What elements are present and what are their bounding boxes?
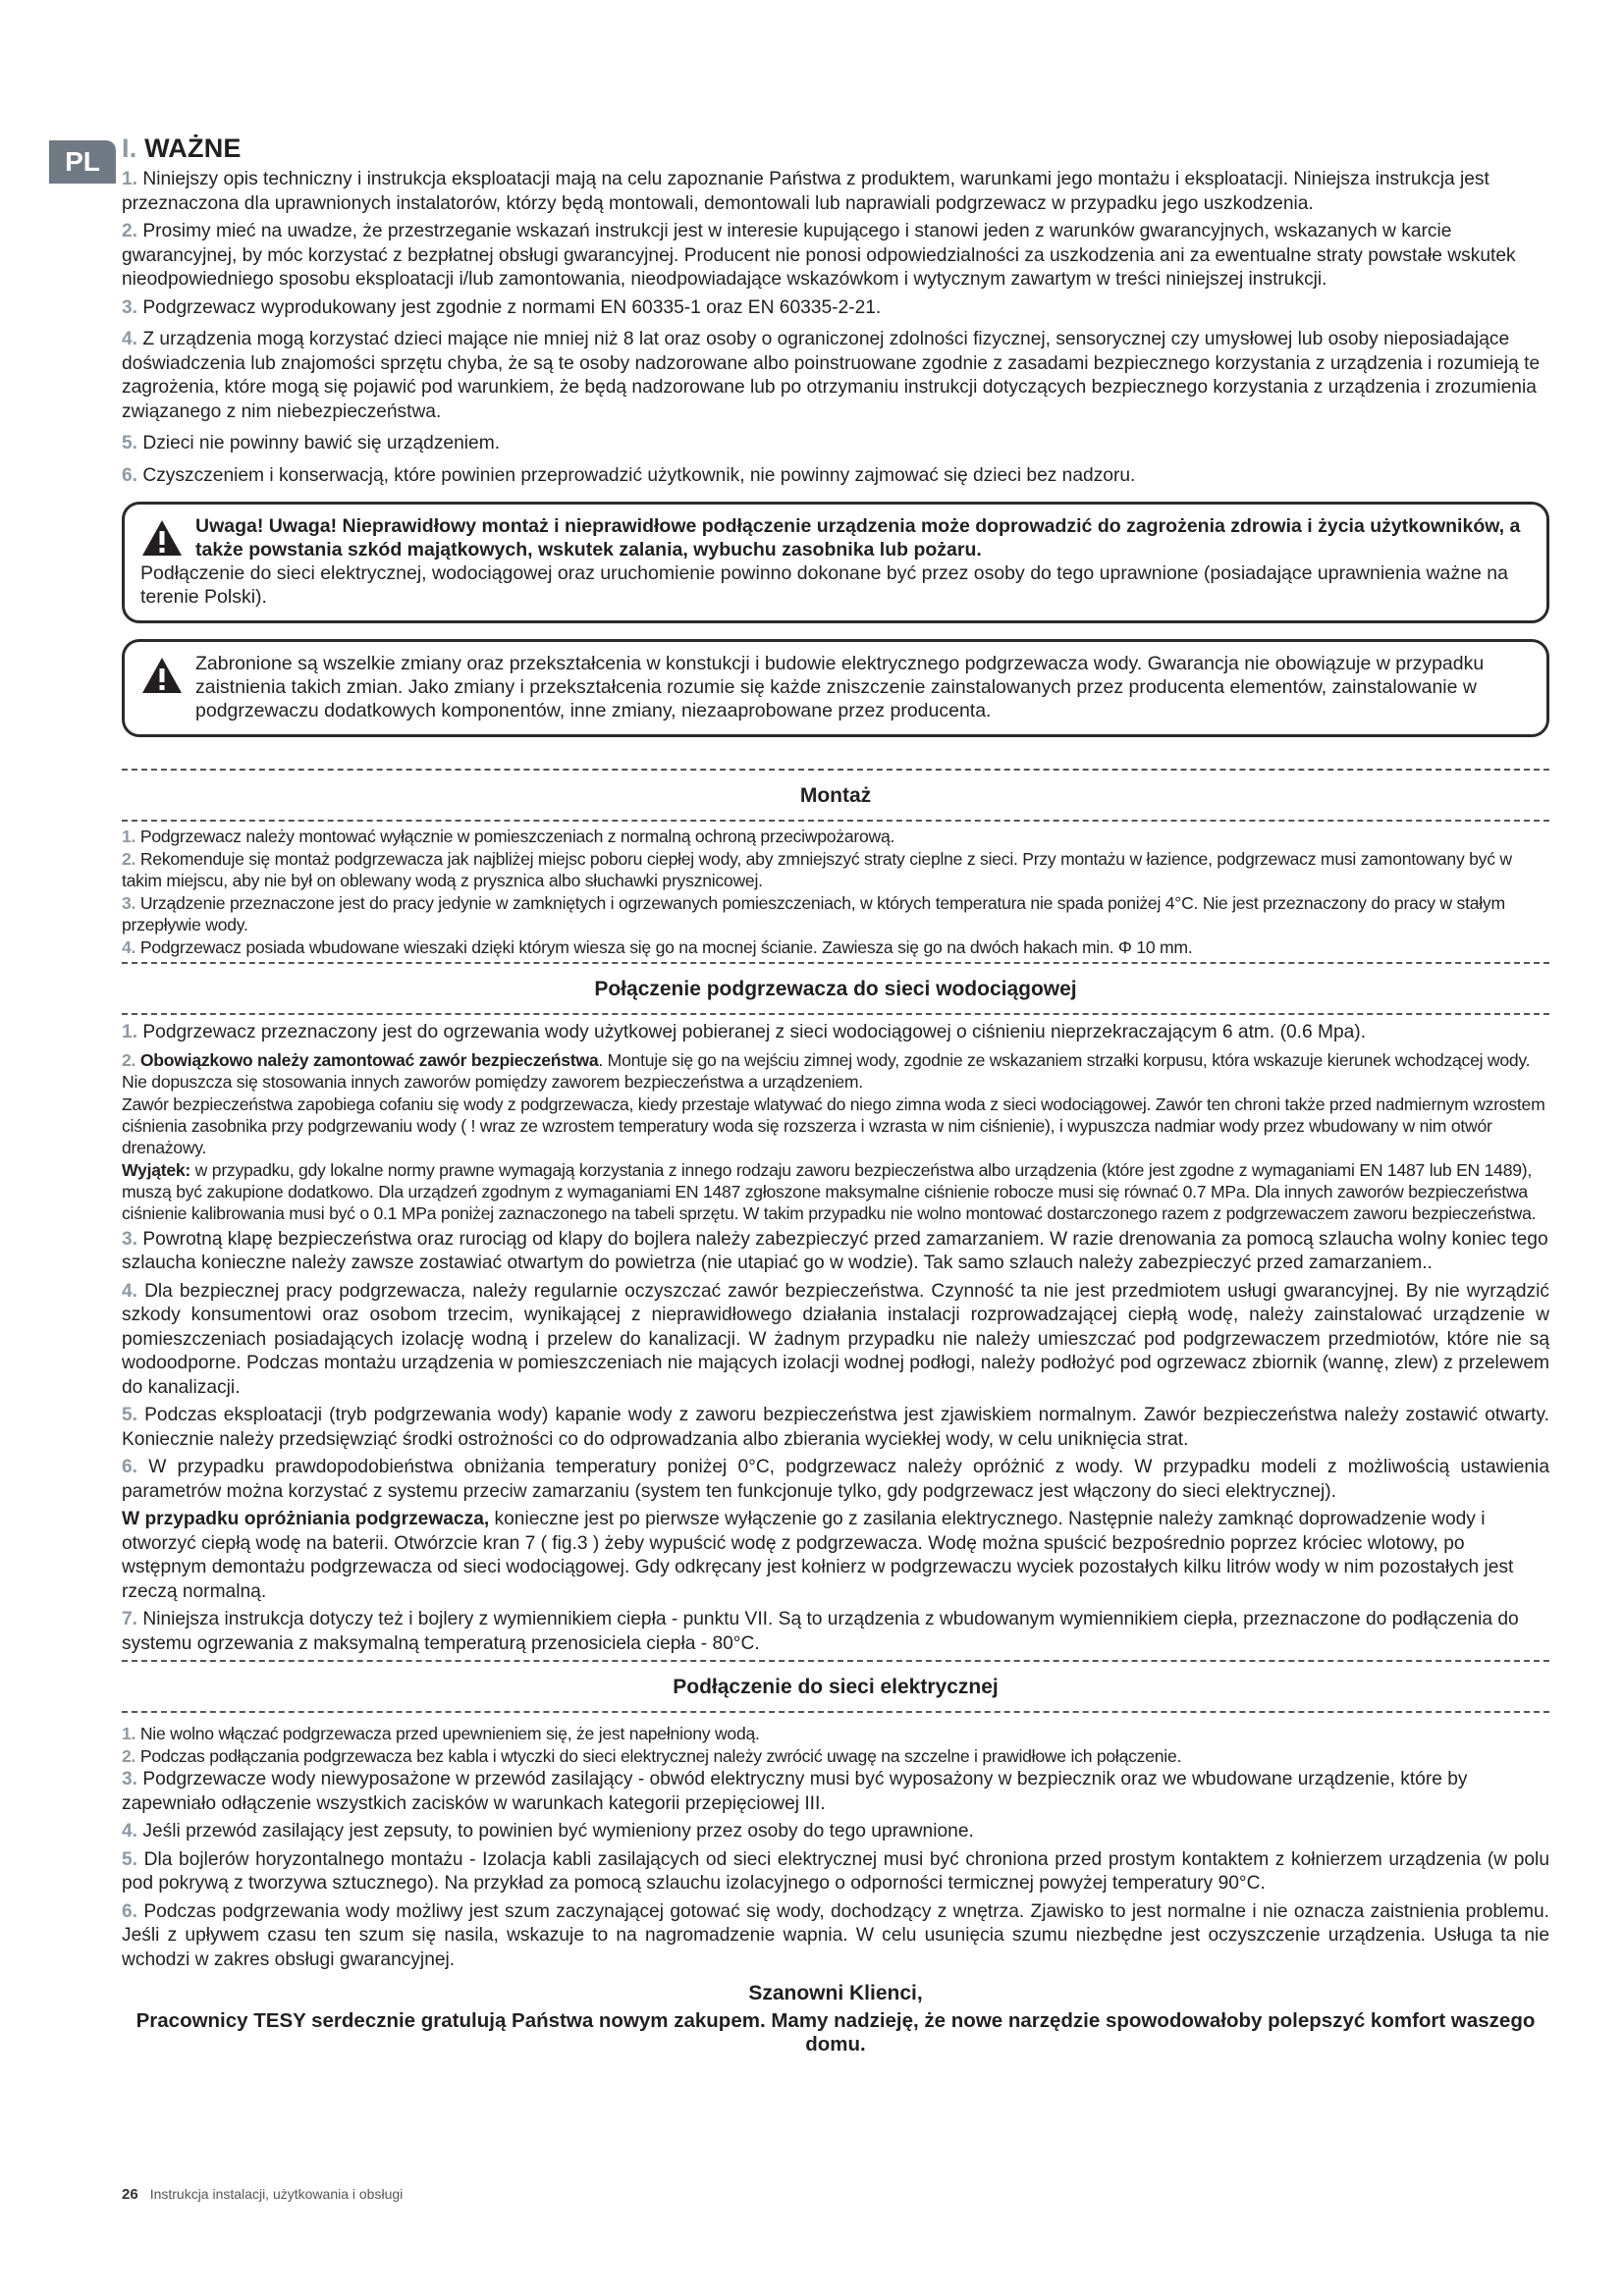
item-number: 3. (122, 893, 136, 913)
divider (122, 962, 1549, 964)
item-text: konieczne jest po pierwsze wyłączenie go z zasilania elektrycznego. Następnie należy zamknąć doprowadzenie wody i otworzyć ciepłą wodę na baterii. Otwórzcie kran 7 ( fig.3 ) żeby wypuścić wodę z podgrzewacza. Wodę można spuścić bezpośrednio poprzez króciec wlotowy, po wstępnym demontażu podgrzewacza od sieci wodociągowej. Gdy odkręcany jest kołnierz w podgrzewaczu wyciek pozostałych kilku litrów wody w nim pozostałych jest rzeczą normalną. (122, 1509, 1514, 1602)
water-item-5 (122, 1404, 1549, 1452)
item-number: 4. (122, 937, 136, 957)
item-text: Podczas eksploatacji (tryb podgrzewania wody) kapanie wody z zaworu bezpieczeństwa jest zjawiskiem normalnym. Zawór bezpieczeństwa należy zostawić otwarty. Koniecznie należy przedsięwziąć środki ostrożności co do odprowadzania albo zbierania wyciekłej wody, w celu uniknięcia strat. (122, 1405, 1549, 1450)
electric-item-5 (122, 1848, 1549, 1896)
item-text: w przypadku, gdy lokalne normy prawne wymagają korzystania z innego rodzaju zaworu bezpieczeństwa albo urządzenia (które jest zgodne z wymaganiami EN 1487 lub EN 1489), muszą być zakupione dodatkowo. Dla urządzeń zgodnym z wymaganiami EN 1487 zgłoszone maksymalne ciśnienie robocze musi się równać 0.7 MPa. Dla innych zaworów bezpieczeństwa ciśnienie kalibrowania musi być o 0.1 MPa poniżej zaznaczonego na tabeli sprzętu. W takim przypadku nie wolno montować dostarczonego razem z podgrzewaczem zaworu bezpieczeństwa. (122, 1159, 1537, 1223)
greeting-line-1: Szanowni Klienci, (748, 1982, 923, 2004)
montaz-item-1 (122, 826, 1549, 847)
item-number: 1. (122, 169, 138, 189)
water-item-2b: Zawór bezpieczeństwa zapobiega cofaniu się wody z podgrzewacza, kiedy przestaje wlatywać do niego zimna woda z sieci wodociągowej. Zawór ten chroni także przed nadmiernym wzrostem ciśnienia zasobnika przy podgrzewaniu wody ( ! wraz ze wzrostem temperatury woda się rozszerza i wzrasta w nim ciśnienie), i wypuszcza nadmiar wody przez wbudowany w nim otwór drenażowy. (122, 1094, 1545, 1157)
item-number: 2. (122, 1746, 136, 1766)
footer-text: Instrukcja instalacji, użytkowania i obsługi (149, 2186, 404, 2202)
water-item-2 (122, 1049, 1549, 1093)
electric-item-4 (122, 1820, 1549, 1844)
warning-box-1 (122, 502, 1549, 623)
water-item-1 (122, 1021, 1549, 1045)
montaz-item-2 (122, 848, 1549, 891)
divider (122, 1711, 1549, 1713)
item-text: Podczas podłączania podgrzewacza bez kabla i wtyczki do sieci elektrycznej należy zwrócić uwagę na szczelne i prawidłowe ich połączenie. (139, 1746, 1182, 1766)
item-bold-text: W przypadku opróżniania podgrzewacza, (122, 1509, 490, 1529)
section-title (122, 133, 1549, 164)
intro-item-1 (122, 168, 1549, 216)
divider (122, 820, 1549, 822)
item-text: Urządzenie przeznaczone jest do pracy jedynie w zamkniętych i ogrzewanych pomieszczeniach, w których temperatura nie spada poniżej 4°C. Nie jest przeznaczony do pracy w stałym przepływie wody. (122, 893, 1505, 934)
water-item-3 (122, 1228, 1549, 1276)
item-number: 1. (122, 1022, 138, 1042)
electric-title: Podłączenie do sieci elektrycznej (673, 1676, 999, 1698)
item-bold-text: Obowiązkowo należy zamontować zawór bezpieczeństwa (139, 1049, 599, 1070)
water-title: Połączenie podgrzewacza do sieci wodociągowej (594, 978, 1077, 1000)
item-text: . Montuje się go na wejściu zimnej wody, zgodnie ze wskazaniem strzałki korpusu, która wskazuje kierunek wchodzącej wody. Nie dopuszcza się stosowania innych zaworów pomiędzy zaworem bezpieczeństwa a urządzeniem. (122, 1049, 1531, 1092)
item-text: Niniejszy opis techniczny i instrukcja eksploatacji mają na celu zapoznanie Państwa z produktem, warunkami jego montażu i eksploatacji. Niniejsza instrukcja jest przeznaczona dla uprawnionych instalatorów, którzy będą montowali, demontowali lub naprawiali podgrzewacz w przypadku jego uszkodzenia. (122, 169, 1489, 214)
intro-item-6 (122, 464, 1549, 489)
item-number: 2. (122, 1049, 136, 1070)
item-text: Podgrzewacze wody niewyposażone w przewód zasilający - obwód elektryczny musi być wyposażony w bezpiecznik oraz we wbudowane urządzenie, które by zapewniało odłączenie wszystkich zacisków w warunkach kategorii przepięciowej III. (122, 1769, 1468, 1814)
item-text: Jeśli przewód zasilający jest zepsuty, to powinien być wymieniony przez osoby do tego uprawnione. (142, 1821, 974, 1842)
item-text: Podgrzewacz przeznaczony jest do ogrzewania wody użytkowej pobieranej z sieci wodociągowej o ciśnieniu nieprzekraczającym 6 atm. (0.6 Mpa). (142, 1022, 1367, 1042)
warning-2-text: Zabronione są wszelkie zmiany oraz przekształcenia w konstukcji i budowie elektrycznego podgrzewacza wody. Gwarancja nie obowiązuje w przypadku zaistnienia takich zmian. Jako zmiany i przekształcenia rozumie się każde zniszczenie zainstalowanych przez producenta elementów, zainstalowanie w podgrzewaczu dodatkowych komponentów, inne zmiany, niezaaprobowane przez producenta. (195, 653, 1485, 721)
item-number: 4. (122, 1280, 138, 1302)
item-text: Dzieci nie powinny bawić się urządzeniem. (142, 433, 501, 454)
intro-item-5 (122, 432, 1549, 456)
page-number: 26 (122, 2186, 138, 2203)
warning-triangle-icon (140, 656, 184, 695)
page-footer (122, 2186, 403, 2203)
item-number: 3. (122, 296, 138, 318)
water-item-6 (122, 1456, 1549, 1504)
section-number: I. (122, 133, 137, 163)
item-text: Z urządzenia mogą korzystać dzieci mające nie mniej niż 8 lat oraz osoby o ograniczonej zdolności fizycznej, sensorycznej czy umysłowej lub osoby nieposiadające doświadczenia lub znajomości sprzętu chyba, że są te osoby nadzorowane albo poinstruowane zgodnie z zasadami bezpiecznego korzystania z urządzenia i rozumieją te zagrożenia, które mogą się pojawić pod warunkiem, że będą nadzorowane lub po otrzymaniu instrukcji dotyczących bezpiecznego korzystania z urządzenia i zrozumienia związanego z nim niebezpieczeństwa. (122, 329, 1541, 422)
divider (122, 769, 1549, 771)
section-title-text: WAŻNE (144, 133, 242, 163)
item-text: Prosimy mieć na uwadze, że przestrzeganie wskazań instrukcji jest w interesie kupującego i stanowi jeden z warunków gwarancyjnych, wskazanych w karcie gwarancyjnej, by móc korzystać z bezpłatnej obsługi gwarancyjnej. Producent nie ponosi odpowiedzialności za uszkodzenia ani za ewentualne straty powstałe wskutek nieodpowiedniego sposobu eksploatacji i/lub zamontowania, nieodpowiadające wskazówkom i wytycznym zawartym w treści niniejszej instrukcji. (122, 221, 1516, 290)
intro-item-3 (122, 296, 1549, 321)
item-bold-text: Wyjątek: (122, 1159, 191, 1180)
item-number: 5. (122, 433, 138, 454)
item-number: 3. (122, 1228, 138, 1250)
item-text: Czyszczeniem i konserwacją, które powinien przeprowadzić użytkownik, nie powinny zajmować się dzieci bez nadzoru. (142, 464, 1136, 486)
intro-item-4 (122, 328, 1549, 424)
item-text: Dla bezpiecznej pracy podgrzewacza, należy regularnie oczyszczać zawór bezpieczeństwa. Czynność ta nie jest przedmiotem usługi gwarancyjnej. By nie wyrządzić szkody konsumentowi oraz osobom trzecim, wynikającej z nieprawidłowego działania instalacji rozprowadzającej ciepłą wodę, należy zainstalować urządzenie w pomieszczeniach posiadających izolację wodną i przelew do kanalizacji. W żadnym przypadku nie należy umieszczać pod podgrzewaczem przedmiotów, które nie są wodoodporne. Podczas montażu urządzenia w pomieszczeniach nie mających izolacji wodnej podłogi, należy podłożyć pod ogrzewacz zbiornik (wannę, zlew) z przelewem do kanalizacji. (122, 1280, 1549, 1398)
item-text: Rekomenduje się montaż podgrzewacza jak najbliżej miejsc poboru ciepłej wody, aby zmniejszyć straty cieplne z sieci. Przy montażu w łazience, podgrzewacz musi zamontowany być w takim miejscu, aby nie był on oblewany wodą z prysznica albo słuchawki prysznicowej. (122, 849, 1512, 890)
item-number: 6. (122, 464, 138, 486)
item-number: 4. (122, 329, 138, 349)
item-text: Nie wolno włączać podgrzewacza przed upewnieniem się, że jest napełniony wodą. (139, 1724, 760, 1743)
language-tab: PL (49, 140, 116, 184)
item-number: 2. (122, 849, 136, 869)
intro-item-2 (122, 220, 1549, 293)
electric-item-2 (122, 1745, 1549, 1767)
item-number: 6. (122, 1457, 138, 1477)
water-item-6b (122, 1508, 1549, 1604)
warning-1-text: Podłączenie do sieci elektrycznej, wodociągowej oraz uruchomienie powinno dokonane być przez osoby do tego uprawnione (posiadające uprawnienia ważne na terenie Polski). (140, 562, 1508, 608)
water-item-2c (122, 1159, 1549, 1224)
item-text: Podgrzewacz posiada wbudowane wieszaki dzięki którym wiesza się go na mocnej ścianie. Zawiesza się go na dwóch hakach min. Φ 10 mm. (139, 937, 1193, 957)
warning-triangle-icon (140, 518, 184, 558)
water-item-4 (122, 1280, 1549, 1401)
item-text: W przypadku prawdopodobieństwa obniżania temperatury poniżej 0°C, podgrzewacz należy opróżnić z wody. W przypadku modeli z możliwością ustawienia parametrów można korzystać z systemu przeciw zamarzaniu (system ten funkcjonuje tylko, gdy podgrzewacz jest włączony do sieci elektrycznej). (122, 1457, 1549, 1502)
item-text: Niniejsza instrukcja dotyczy też i bojlery z wymiennikiem ciepła - punktu VII. Są to urządzenia z wbudowanym wymiennikiem ciepła, przeznaczone do podłączenia do systemu ogrzewania z maksymalną temperaturą przenosiciela ciepła - 80°C. (122, 1609, 1519, 1654)
warning-box-2 (122, 639, 1549, 737)
electric-item-1 (122, 1723, 1549, 1744)
item-number: 1. (122, 827, 136, 846)
item-text: Powrotną klapę bezpieczeństwa oraz rurociąg od klapy do bojlera należy zabezpieczyć przed zamarzaniem. W razie drenowania za pomocą szlaucha wolny koniec tego szlaucha konieczne należy zawsze zostawiać otwartym do powietrza (nie utapiać go w wodzie). Tak samo szlauch należy zabezpieczyć przed zamarzaniem.. (122, 1228, 1548, 1273)
electric-item-6 (122, 1900, 1549, 1973)
item-number: 3. (122, 1769, 138, 1789)
item-number: 4. (122, 1821, 138, 1842)
item-number: 7. (122, 1609, 138, 1629)
item-text: Podgrzewacz wyprodukowany jest zgodnie z normami EN 60335-1 oraz EN 60335-2-21. (142, 296, 882, 318)
divider (122, 1660, 1549, 1662)
content-column (122, 133, 1549, 2056)
greeting-line-2: Pracownicy TESY serdecznie gratulują Państwa nowym zakupem. Mamy nadzieję, że nowe narzędzie spowodowałoby polepszyć komfort waszego domu. (135, 2009, 1536, 2056)
montaz-title: Montaż (799, 784, 872, 807)
item-number: 5. (122, 1848, 138, 1870)
montaz-item-4 (122, 936, 1549, 958)
item-number: 2. (122, 221, 138, 241)
item-number: 5. (122, 1405, 138, 1425)
item-text: Podgrzewacz należy montować wyłącznie w pomieszczeniach z normalną ochroną przeciwpożarową. (139, 827, 895, 846)
water-item-7 (122, 1608, 1549, 1656)
item-number: 1. (122, 1724, 136, 1743)
item-text: Podczas podgrzewania wody możliwy jest szum zaczynającej gotować się wody, dochodzący z wnętrza. Zjawisko to jest normalne i nie oznacza zaistnienia problemu. Jeśli z upływem czasu ten szum się nasila, wskazuje to na nagromadzenie wapnia. W celu usunięcia szumu niezbędne jest oczyszczenie urządzenia. Usługa ta nie wchodzi w zakres obsługi gwarancyjnej. (122, 1900, 1549, 1970)
item-text: Dla bojlerów horyzontalnego montażu - Izolacja kabli zasilających od sieci elektrycznej musi być chroniona przed prostym kontaktem z kołnierzem urządzenia (w polu pod pokrywą z tworzywa sztucznego). Na przykład za pomocą szlauchu izolacyjnego o odporności termicznej powyżej temperatury 90°C. (122, 1848, 1549, 1894)
divider (122, 1013, 1549, 1015)
electric-item-3 (122, 1768, 1549, 1816)
warning-1-bold-text: Uwaga! Uwaga! Nieprawidłowy montaż i nieprawidłowe podłączenie urządzenia może doprowadzić do zagrożenia zdrowia i życia użytkowników, a także powstania szkód majątkowych, wskutek zalania, wybuchu zasobnika lub pożaru. (195, 515, 1521, 561)
item-number: 6. (122, 1900, 138, 1922)
montaz-item-3 (122, 892, 1549, 935)
